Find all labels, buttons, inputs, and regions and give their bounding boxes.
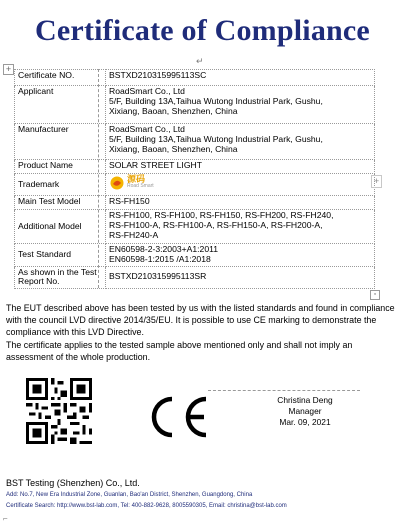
statement-paragraph: The certificate applies to the tested sample above mentioned only and shall not imply an assessment of the whole production.	[6, 339, 353, 362]
logo-text-cn: 源码	[127, 174, 146, 184]
row-label: Manufacturer	[15, 124, 106, 160]
manufacturer-address-line: 5/F, Building 13A,Taihua Wutong Industrial Park, Gushu,	[109, 133, 323, 144]
table-row	[15, 210, 375, 244]
table-row	[15, 124, 375, 160]
manufacturer-address-line: Xixiang, Baoan, Shenzhen, China	[109, 143, 238, 154]
table-row	[15, 160, 375, 174]
model-line: RS-FH100-A, RS-FH100-A, RS-FH150-A, RS-FH200-A,	[109, 219, 323, 230]
table-row	[15, 86, 375, 124]
add-row-icon[interactable]: +	[371, 175, 382, 188]
row-label: Product Name	[15, 160, 106, 174]
signatory-name: Christina Deng	[277, 395, 333, 405]
certificate-details-table	[14, 69, 375, 289]
applicant-address-line: Xixiang, Baoan, Shenzhen, China	[109, 105, 238, 116]
signature-line	[208, 390, 360, 391]
table-row	[15, 174, 375, 196]
paragraph-mark: ↵	[196, 56, 204, 66]
row-value: RS-FH150	[106, 196, 375, 210]
row-label: Main Test Model	[15, 196, 106, 210]
row-value	[106, 86, 375, 124]
model-line: RS-FH240-A	[109, 229, 159, 240]
qr-code-icon	[24, 378, 94, 444]
row-value	[106, 174, 375, 196]
table-row	[15, 244, 375, 267]
model-line: RS-FH100, RS-FH100, RS-FH150, RS-FH200, RS-FH240,	[109, 210, 334, 220]
table-move-handle-icon[interactable]: +	[3, 64, 14, 75]
row-value: BSTXD210315995113SR	[106, 266, 375, 289]
sun-logo-icon	[109, 175, 125, 191]
signature-block	[250, 395, 360, 428]
row-value	[106, 124, 375, 160]
trademark-logo	[109, 175, 154, 191]
standard-line: EN60598-1:2015 /A1:2018	[109, 253, 211, 264]
table-resize-handle-icon[interactable]: ▫	[370, 290, 380, 300]
applicant-name: RoadSmart Co., Ltd	[109, 86, 185, 96]
applicant-address-line: 5/F, Building 13A,Taihua Wutong Industrial Park, Gushu,	[109, 95, 323, 106]
row-value: SOLAR STREET LIGHT	[106, 160, 375, 174]
row-value	[106, 244, 375, 267]
manufacturer-name: RoadSmart Co., Ltd	[109, 124, 185, 134]
signatory-title: Manager	[288, 406, 322, 416]
row-label: As shown in the Test Report No.	[15, 266, 106, 289]
compliance-statement	[6, 302, 402, 363]
row-value: BSTXD210315995113SC	[106, 70, 375, 86]
ce-mark-icon	[148, 395, 210, 439]
paragraph-mark: ⌐	[3, 514, 8, 523]
certificate-title: Certificate of Compliance	[35, 14, 370, 47]
statement-paragraph: The EUT described above has been tested by us with the listed standards and found in compliance with the council LVD directive 2014/35/EU. It is possible to use CE marking to demonstrate the compliance with this LVD Directive.	[6, 303, 395, 338]
signature-date: Mar. 09, 2021	[279, 417, 331, 427]
row-label: Test Standard	[15, 244, 106, 267]
issuer-company: BST Testing (Shenzhen) Co., Ltd.	[6, 478, 140, 488]
standard-line: EN60598-2-3:2003+A1:2011	[109, 244, 219, 254]
row-value	[106, 210, 375, 244]
row-label: Certificate NO.	[15, 70, 106, 86]
table-row	[15, 266, 375, 289]
row-label: Additional Model	[15, 210, 106, 244]
logo-text-en: Road Smart	[127, 183, 154, 189]
issuer-address: Add: No.7, New Era Industrial Zone, Guanlan, Bao'an District, Shenzhen, Guangdong, China	[6, 492, 253, 498]
row-label: Applicant	[15, 86, 106, 124]
table-row	[15, 70, 375, 86]
issuer-contact: Certificate Search: http://www.bst-lab.com, Tel: 400-882-9628, 8005590305, Email: christina@bst-lab.com	[6, 503, 287, 509]
row-label: Trademark	[15, 174, 106, 196]
table-row	[15, 196, 375, 210]
